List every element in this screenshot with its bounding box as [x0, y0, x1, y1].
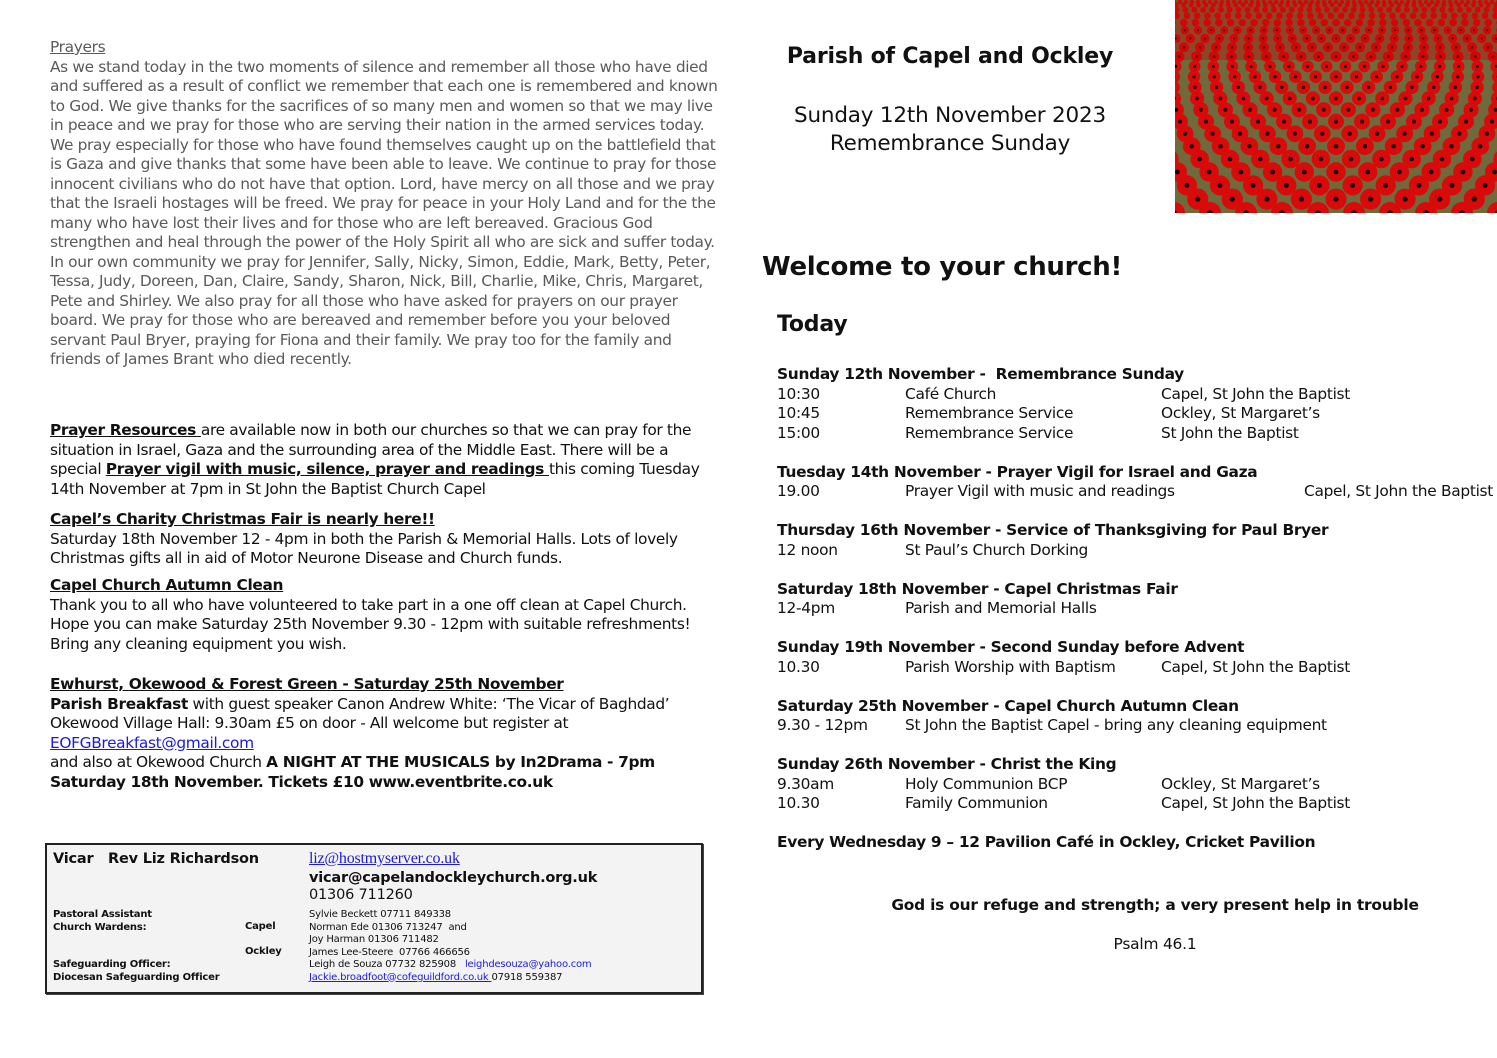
poppy-center	[1218, 183, 1223, 188]
prayers-section	[50, 38, 720, 370]
schedule-time: 10:45	[777, 404, 820, 422]
schedule-row	[777, 716, 1477, 736]
poppy-center	[1475, 86, 1478, 89]
schedule-row	[777, 599, 1477, 619]
prayer-vigil-highlight: Prayer vigil with music, silence, prayer and readings	[105, 460, 549, 478]
poppy-center	[1199, 108, 1203, 112]
prayers-heading: Prayers	[50, 38, 106, 56]
poppy-center	[1219, 97, 1223, 101]
poppy-center	[1306, 65, 1309, 68]
schedule-event: Prayer Vigil with music and readings	[905, 482, 1175, 500]
poppy-center	[1450, 183, 1455, 188]
poppy-center	[1207, 170, 1212, 175]
schedule-day	[777, 755, 1477, 814]
vicar-phone: 01306 711260	[309, 887, 413, 903]
poppy-center	[1238, 132, 1242, 136]
place-spacer	[245, 934, 282, 947]
role-church-wardens: Church Wardens:	[53, 921, 147, 933]
schedule-time: 10.30	[777, 657, 820, 676]
poppy-center	[1308, 120, 1312, 124]
poppy-center	[1193, 65, 1196, 68]
poppy-center	[1436, 75, 1439, 78]
welcome-heading: Welcome to your church!	[762, 252, 1123, 282]
schedule-event: Café Church	[905, 384, 997, 403]
parish-breakfast-text: with guest speaker Canon Andrew White: ‘The Vicar of Baghdad’	[187, 694, 670, 713]
schedule-day-heading: Saturday 18th November - Capel Christmas Fair	[777, 579, 1178, 598]
vicar-email-link[interactable]: liz@hostmyserver.co.uk	[309, 850, 460, 867]
poppy-center	[1192, 75, 1195, 78]
poppy-center	[1438, 120, 1442, 124]
poppy-haze	[1175, 0, 1497, 60]
poppy-center	[1322, 108, 1326, 112]
poppy-center	[1265, 132, 1269, 136]
poppy-center	[1349, 157, 1354, 162]
poppy-center	[1276, 144, 1280, 148]
poppy-center	[1476, 65, 1479, 68]
vicar-contacts	[309, 849, 597, 903]
schedule-row	[777, 541, 1477, 561]
schedule-day-heading: Tuesday 14th November - Prayer Vigil for Israel and Gaza	[777, 462, 1258, 481]
service-date: Sunday 12th November 2023	[794, 103, 1106, 128]
poppy-center	[1231, 65, 1234, 68]
contact-role-labels	[53, 909, 219, 984]
poppy-center	[1440, 157, 1445, 162]
diocesan-phone: 07918 559387	[491, 971, 563, 983]
poppy-center	[1230, 120, 1234, 124]
poppy-center	[1409, 157, 1414, 162]
poppy-center	[1190, 144, 1194, 148]
schedule-place: Capel, St John the Baptist	[1161, 794, 1351, 812]
poppy-center	[1346, 108, 1350, 112]
poppy-center	[1367, 86, 1370, 89]
breakfast-venue: Okewood Village Hall: 9.30am £5 on door - All welcome but register at	[50, 714, 569, 732]
poppy-center	[1395, 75, 1398, 78]
christmas-fair-body: Saturday 18th November 12 - 4pm in both the Parish & Memorial Halls. Lots of lovely Christmas gifts all in aid of Motor Neurone Disease and Church funds.	[50, 529, 678, 567]
poppy-center	[1403, 132, 1407, 136]
poppy-center	[1472, 197, 1477, 202]
schedule-event: Parish and Memorial Halls	[905, 599, 1097, 617]
poppy-center	[1485, 132, 1489, 136]
vicar-name: Vicar Rev Liz Richardson	[53, 851, 259, 867]
poppy-center	[1449, 144, 1453, 148]
poppy-center	[1419, 65, 1422, 68]
poppy-center	[1211, 132, 1215, 136]
warden-ockley-contact: James Lee-Steere 07766 466656	[309, 946, 470, 958]
safeguarding-email-link[interactable]: leighdesouza@yahoo.com	[464, 959, 592, 970]
poppy-center	[1416, 75, 1419, 78]
schedule-day-heading: Sunday 19th November - Second Sunday before Advent	[777, 638, 1245, 656]
poppy-center	[1175, 170, 1180, 175]
vicar-church-email: vicar@capelandockleychurch.org.uk	[309, 870, 598, 886]
schedule-time: 12 noon	[777, 540, 838, 559]
verse-reference: Psalm 46.1	[1113, 935, 1197, 953]
ewhurst-section	[50, 675, 730, 792]
poppy-center	[1350, 183, 1355, 188]
poppy-center	[1334, 144, 1338, 148]
schedule-place: Ockley, St Margaret’s	[1161, 774, 1320, 793]
breakfast-email-link[interactable]: EOFGBreakfast@gmail.com	[50, 733, 254, 752]
ewhurst-heading: Ewhurst, Okewood & Forest Green - Saturday 25th November	[50, 675, 564, 693]
poppy-center	[1492, 170, 1497, 175]
poppy-center	[1256, 120, 1260, 124]
poppy-center	[1299, 197, 1304, 202]
poppy-center	[1437, 197, 1442, 202]
poppy-center	[1382, 65, 1385, 68]
poppy-center	[1368, 197, 1373, 202]
poppy-center	[1476, 75, 1479, 78]
place-capel: Capel	[245, 921, 276, 932]
poppy-center	[1284, 183, 1289, 188]
poppy-center	[1389, 86, 1392, 89]
poppy-center	[1317, 183, 1322, 188]
schedule-time: 10:30	[777, 384, 820, 403]
poppy-center	[1470, 157, 1475, 162]
poppy-center	[1305, 144, 1309, 148]
schedule-row	[777, 404, 1477, 424]
poppy-center	[1379, 157, 1384, 162]
poppy-center	[1403, 197, 1408, 202]
poppy-center	[1213, 75, 1216, 78]
poppies-illustration	[1175, 0, 1497, 213]
poppy-center	[1314, 75, 1317, 78]
poppy-center	[1280, 86, 1283, 89]
poppy-center	[1432, 86, 1435, 89]
schedule-time: 12-4pm	[777, 599, 835, 617]
schedule-row	[777, 482, 1494, 502]
prayer-resources-text: are available now in both our churches so that we can pray for the situation in Israel, Gaza and the surrounding area of the Middle East. There will be a special	[50, 421, 692, 478]
warden-places	[245, 921, 282, 959]
poppy-center	[1396, 108, 1400, 112]
poppy-center	[1195, 97, 1199, 101]
schedule-row	[777, 658, 1477, 678]
poppy-center	[1461, 170, 1466, 175]
today-heading: Today	[777, 312, 848, 337]
poppy-center	[1430, 132, 1434, 136]
poppy-center	[1302, 86, 1305, 89]
schedule-day	[777, 697, 1477, 736]
poppy-center	[1242, 97, 1246, 101]
role-spacer	[53, 947, 219, 960]
poppy-center	[1345, 86, 1348, 89]
poppy-center	[1323, 86, 1326, 89]
poppy-center	[1464, 120, 1468, 124]
service-occasion: Remembrance Sunday	[829, 131, 1071, 156]
poppy-center	[1401, 65, 1404, 68]
schedule-event: Parish Worship with Baptism	[905, 657, 1116, 676]
poppy-center	[1490, 120, 1494, 124]
poppy-center	[1204, 120, 1208, 124]
poppy-center	[1355, 75, 1358, 78]
poppy-center	[1183, 132, 1187, 136]
poppy-center	[1294, 75, 1297, 78]
schedule-day	[777, 521, 1477, 560]
pastoral-assistant-contact: Sylvie Beckett 07711 849338	[309, 909, 451, 920]
role-safeguarding-officer: Safeguarding Officer:	[53, 959, 171, 970]
poppy-center	[1215, 86, 1218, 89]
safeguarding-contact: Leigh de Souza 07732 825908	[309, 959, 456, 970]
poppy-center	[1457, 65, 1460, 68]
poppy-center	[1392, 144, 1396, 148]
schedule-event: Holy Communion BCP	[905, 774, 1068, 793]
poppy-center	[1348, 132, 1352, 136]
schedule-day	[777, 638, 1477, 677]
poppy-center	[1248, 108, 1252, 112]
schedule-day	[777, 462, 1494, 502]
musicals-details: Saturday 18th November. Tickets £10 www.eventbrite.co.uk	[50, 772, 553, 791]
poppy-center	[1274, 75, 1277, 78]
poppy-center	[1357, 97, 1361, 101]
poppy-center	[1273, 108, 1277, 112]
musicals-intro: and also at Okewood Church	[50, 753, 267, 771]
poppy-center	[1250, 65, 1253, 68]
poppies-image	[1175, 0, 1497, 213]
poppy-center	[1195, 197, 1200, 202]
poppy-center	[1429, 170, 1434, 175]
schedule-place: St John the Baptist	[1161, 423, 1299, 442]
autumn-clean-heading: Capel Church Autumn Clean	[50, 576, 284, 594]
prayer-resources-text-2: this coming Tuesday 14th November at 7pm in St John the Baptist Church Capel	[50, 460, 700, 498]
schedule-row	[777, 794, 1477, 814]
poppy-center	[1237, 86, 1240, 89]
poppy-center	[1410, 86, 1413, 89]
poppy-center	[1311, 97, 1315, 101]
poppy-center	[1397, 170, 1402, 175]
warden-capel-contact-2: Joy Harman 01306 711482	[309, 934, 439, 945]
poppy-center	[1456, 75, 1459, 78]
poppy-center	[1288, 97, 1292, 101]
poppy-center	[1320, 132, 1324, 136]
musicals-title: A NIGHT AT THE MUSICALS by In2Drama - 7pm	[266, 753, 655, 771]
schedule-day-heading: Saturday 25th November - Capel Church Autumn Clean	[777, 696, 1239, 715]
poppy-center	[1334, 75, 1337, 78]
poppy-center	[1383, 183, 1388, 188]
poppy-center	[1178, 120, 1182, 124]
role-diocesan-safeguarding: Diocesan Safeguarding Officer	[53, 971, 220, 983]
poppy-center	[1473, 97, 1477, 101]
poppy-center	[1253, 75, 1256, 78]
poppy-center	[1228, 157, 1233, 162]
schedule-day-heading: Sunday 12th November - Remembrance Sunday	[777, 365, 1184, 383]
autumn-clean-body: Thank you to all who have volunteered to take part in a one off clean at Capel Church. Hope you can make Saturday 25th November 9.30 - 12pm with suitable refreshments! Bring any cleaning equipment you wish.	[50, 595, 691, 653]
poppy-center	[1469, 108, 1473, 112]
poppy-center	[1427, 97, 1431, 101]
role-pastoral-assistant: Pastoral Assistant	[53, 909, 152, 920]
poppy-center	[1375, 132, 1379, 136]
poppy-center	[1457, 132, 1461, 136]
poppy-center	[1193, 86, 1196, 89]
poppy-center	[1325, 65, 1328, 68]
schedule	[777, 365, 1494, 853]
poppy-center	[1483, 183, 1488, 188]
schedule-place: Capel, St John the Baptist	[1304, 482, 1494, 500]
poppy-center	[1386, 120, 1390, 124]
poppy-center	[1251, 183, 1256, 188]
poppy-center	[1212, 65, 1215, 68]
poppy-center	[1233, 75, 1236, 78]
contact-values	[309, 909, 591, 984]
schedule-time: 9.30 - 12pm	[777, 716, 868, 734]
poppy-center	[1334, 170, 1339, 175]
schedule-event: Remembrance Service	[905, 423, 1074, 442]
poppy-center	[1438, 65, 1441, 68]
poppy-center	[1230, 197, 1235, 202]
poppy-center	[1416, 183, 1421, 188]
poppy-center	[1293, 132, 1297, 136]
poppy-center	[1371, 108, 1375, 112]
poppy-center	[1445, 108, 1449, 112]
schedule-place: Capel, St John the Baptist	[1161, 657, 1351, 676]
poppy-center	[1334, 97, 1338, 101]
poppy-center	[1319, 157, 1324, 162]
poppy-center	[1288, 157, 1293, 162]
schedule-day	[777, 365, 1477, 443]
schedule-row	[777, 424, 1477, 444]
poppy-center	[1258, 86, 1261, 89]
poppy-center	[1258, 157, 1263, 162]
bible-verse: God is our refuge and strength; a very present help in trouble	[891, 896, 1419, 914]
poppy-center	[1404, 97, 1408, 101]
poppy-center	[1269, 65, 1272, 68]
schedule-event: St Paul’s Church Dorking	[905, 540, 1089, 559]
autumn-clean-section	[50, 576, 720, 654]
prayer-resources-section	[50, 421, 720, 499]
poppy-center	[1334, 120, 1338, 124]
service-date-block	[760, 102, 1140, 158]
poppy-center	[1197, 157, 1202, 162]
poppy-center	[1224, 108, 1228, 112]
poppy-center	[1360, 120, 1364, 124]
schedule-row	[777, 775, 1477, 795]
contact-box	[45, 843, 703, 994]
warden-capel-contact-1: Norman Ede 01306 713247 and	[309, 921, 467, 933]
schedule-time: 15:00	[777, 423, 820, 442]
poppy-center	[1344, 65, 1347, 68]
prayers-body: As we stand today in the two moments of silence and remember all those who have died and suffered as a result of conflict we remember that each one is remembered and known to God. We give thanks for the sacrifices of so many men and women so that we may live in peace and we pray for those who are serving their nation in the armed services today. We pray especially for those who have found themselves caught up on the battlefield that is Gaza and give thanks that some have been able to leave. We continue to pray for those innocent civilians who do not have that option. Lord, have mercy on all those and we pray that the Israeli hostages will be freed. We pray for peace in your Holy Land and for the the many who have lost their lives and for those who are left bereaved. Gracious God strengthen and heal through the power of the Holy Spirit all who are sick and suffer today. In our own community we pray for Jennifer, Sally, Nicky, Simon, Eddie, Mark, Betty, Peter, Tessa, Judy, Doreen, Dan, Claire, Sandy, Sharon, Nick, Bill, Charlie, Mike, Chris, Margaret, Pete and Shirley. We also pray for all those who have asked for prayers on our prayer board. We pray for those who are bereaved and remember before you your beloved servant Paul Bryer, praying for Fiona and their family. We pray too for the family and friends of James Brant who died recently.	[50, 57, 718, 368]
christmas-fair-heading: Capel’s Charity Christmas Fair is nearly here!!	[50, 510, 435, 528]
poppy-center	[1333, 197, 1338, 202]
poppy-center	[1375, 75, 1378, 78]
poppy-center	[1454, 86, 1457, 89]
poppy-center	[1302, 170, 1307, 175]
parish-title: Parish of Capel and Ockley	[786, 44, 1114, 69]
poppy-center	[1282, 120, 1286, 124]
poppy-center	[1365, 170, 1370, 175]
poppy-center	[1239, 170, 1244, 175]
schedule-event: Remembrance Service	[905, 404, 1074, 422]
schedule-day-heading: Sunday 26th November - Christ the King	[777, 755, 1117, 773]
poppy-center	[1420, 108, 1424, 112]
christmas-fair-section	[50, 510, 720, 569]
place-ockley: Ockley	[245, 946, 282, 957]
poppy-center	[1478, 144, 1482, 148]
poppy-center	[1363, 144, 1367, 148]
poppy-center	[1412, 120, 1416, 124]
poppy-center	[1218, 144, 1222, 148]
schedule-row	[777, 385, 1477, 405]
schedule-time: 19.00	[777, 482, 820, 500]
schedule-event: Family Communion	[905, 794, 1048, 812]
role-spacer	[53, 934, 219, 947]
parish-breakfast-label: Parish Breakfast	[50, 694, 188, 713]
poppy-center	[1270, 170, 1275, 175]
schedule-time: 9.30am	[777, 774, 834, 793]
left-column	[50, 38, 720, 791]
poppy-center	[1184, 183, 1189, 188]
prayer-resources-heading: Prayer Resources	[50, 421, 201, 439]
poppy-center	[1264, 197, 1269, 202]
schedule-place: Capel, St John the Baptist	[1161, 384, 1351, 403]
poppy-center	[1297, 108, 1301, 112]
poppy-center	[1247, 144, 1251, 148]
schedule-day-heading: Thursday 16th November - Service of Thanksgiving for Paul Bryer	[777, 521, 1329, 539]
diocesan-email-link[interactable]: Jackie.broadfoot@cofeguildford.co.uk	[309, 971, 492, 983]
poppy-center	[1363, 65, 1366, 68]
schedule-time: 10.30	[777, 794, 820, 812]
poppy-center	[1265, 97, 1269, 101]
schedule-place: Ockley, St Margaret’s	[1161, 404, 1320, 422]
poppy-center	[1420, 144, 1424, 148]
every-wednesday-note: Every Wednesday 9 – 12 Pavilion Café in Ockley, Cricket Pavilion	[777, 833, 1316, 851]
schedule-event: St John the Baptist Capel - bring any cleaning equipment	[905, 716, 1327, 734]
poppy-center	[1381, 97, 1385, 101]
poppy-center	[1450, 97, 1454, 101]
schedule-day	[777, 580, 1477, 619]
poppy-center	[1287, 65, 1290, 68]
